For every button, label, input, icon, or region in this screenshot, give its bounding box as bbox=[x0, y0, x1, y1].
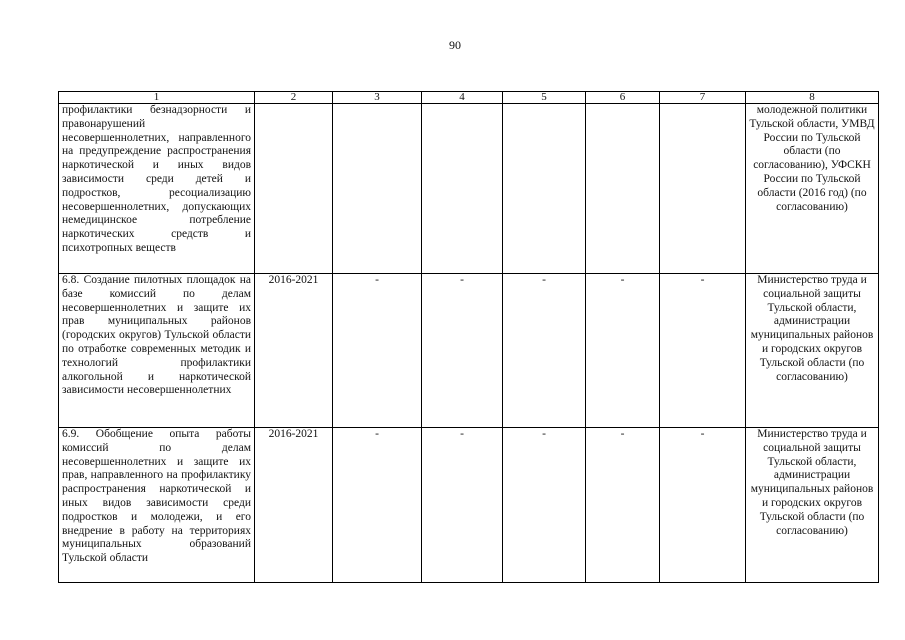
column-header: 6 bbox=[586, 92, 660, 104]
column-header: 8 bbox=[746, 92, 879, 104]
funding-cell: - bbox=[586, 274, 660, 428]
funding-cell: - bbox=[333, 428, 422, 583]
funding-cell: - bbox=[333, 274, 422, 428]
column-header: 2 bbox=[255, 92, 333, 104]
activity-table bbox=[58, 91, 879, 583]
funding-cell bbox=[422, 104, 503, 274]
funding-cell: - bbox=[503, 428, 586, 583]
column-header: 5 bbox=[503, 92, 586, 104]
column-header: 7 bbox=[660, 92, 746, 104]
responsible-cell: молодежной политики Тульской области, УМВД России по Тульской области (по согласованию), УФСКН России по Тульской области (2016 год) (по согласованию) bbox=[746, 104, 879, 274]
responsible-cell: Министерство труда и социальной защиты Тульской области, администрации муниципальных районов и городских округов Тульской области (по согласованию) bbox=[746, 428, 879, 583]
period-cell: 2016-2021 bbox=[255, 428, 333, 583]
activity-cell: профилактики безнадзорности и правонарушений несовершеннолетних, направленного на предупреждение распространения наркотической и иных видов зависимости среди детей и подростков, ресоциализацию несовершеннолетних, допускающих немедицинское потребление наркотических средств и психотропных веществ bbox=[59, 104, 255, 274]
activity-cell: 6.8. Создание пилотных площадок на базе комиссий по делам несовершеннолетних и защите их прав муниципальных районов (городских округов) Тульской области по отработке современных методик и технологий профилактики алкогольной и наркотической зависимости несовершеннолетних bbox=[59, 274, 255, 428]
activity-cell: 6.9. Обобщение опыта работы комиссий по делам несовершеннолетних и защите их прав, направленного на профилактику распространения наркотической и иных видов зависимости среди подростков и молодежи, и его внедрение в работу на территориях муниципальных образований Тульской области bbox=[59, 428, 255, 583]
funding-cell bbox=[660, 104, 746, 274]
page-number: 90 bbox=[449, 38, 461, 52]
column-header: 1 bbox=[59, 92, 255, 104]
funding-cell bbox=[333, 104, 422, 274]
responsible-cell: Министерство труда и социальной защиты Тульской области, администрации муниципальных районов и городских округов Тульской области (по согласованию) bbox=[746, 274, 879, 428]
table-row bbox=[59, 104, 879, 274]
table-row bbox=[59, 274, 879, 428]
funding-cell: - bbox=[422, 428, 503, 583]
funding-cell: - bbox=[660, 274, 746, 428]
period-cell: 2016-2021 bbox=[255, 274, 333, 428]
table-row bbox=[59, 428, 879, 583]
funding-cell: - bbox=[586, 428, 660, 583]
column-header: 4 bbox=[422, 92, 503, 104]
funding-cell bbox=[503, 104, 586, 274]
funding-cell bbox=[586, 104, 660, 274]
table-header-row bbox=[59, 92, 879, 104]
funding-cell: - bbox=[503, 274, 586, 428]
period-cell bbox=[255, 104, 333, 274]
funding-cell: - bbox=[422, 274, 503, 428]
column-header: 3 bbox=[333, 92, 422, 104]
funding-cell: - bbox=[660, 428, 746, 583]
